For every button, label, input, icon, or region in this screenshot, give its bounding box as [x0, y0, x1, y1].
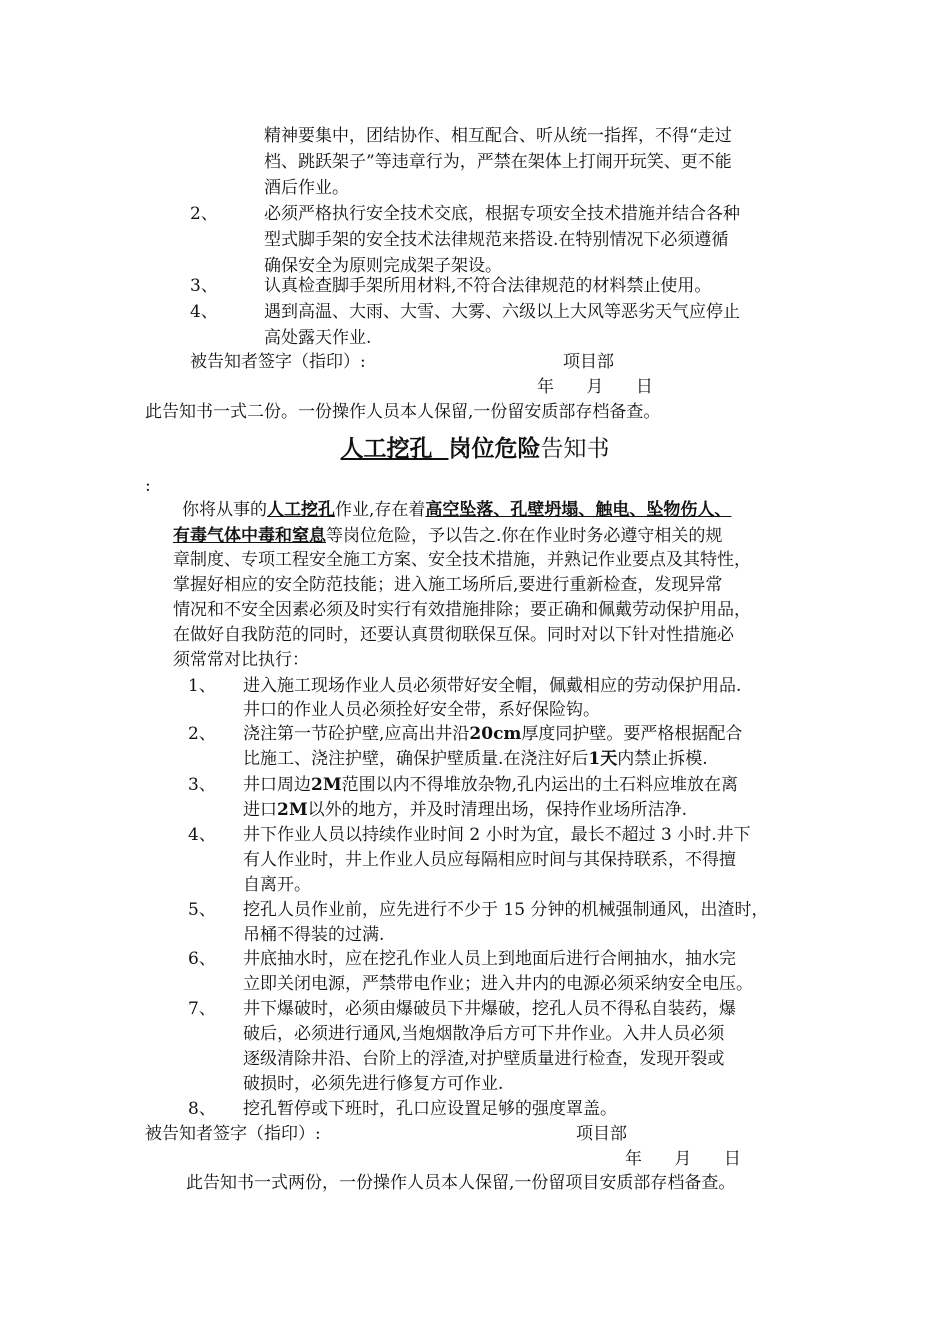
item-emphasis: 2M: [277, 800, 308, 820]
item-number: 8、: [188, 1099, 216, 1119]
item-line: 进入施工现场作业人员必须带好安全帽，佩戴相应的劳动保护用品.: [243, 676, 742, 696]
item-line: 必须严格执行安全技术交底，根据专项安全技术措施并结合各种: [264, 204, 740, 224]
date-line: 年 月 日: [625, 1149, 741, 1169]
item-line: 挖孔人员作业前，应先进行不少于 15 分钟的机械强制通风，出渣时，: [243, 900, 769, 920]
item-line: 井口的作业人员必须拴好安全带，系好保险钩。: [243, 700, 600, 720]
item-number: 1、: [188, 676, 216, 696]
paragraph-line: 精神要集中，团结协作、相互配合、听从统一指挥，不得“走过: [264, 126, 732, 146]
item-text: 范围以内不得堆放杂物,孔内运出的土石料应堆放在离: [341, 775, 739, 795]
item-number: 3、: [190, 276, 218, 296]
item-line: 确保安全为原则完成架子架设。: [264, 256, 502, 276]
intro-line: 情况和不安全因素必须及时实行有效措施排除；要正确和佩戴劳动保护用品，: [173, 600, 751, 620]
item-line: 破损时，必须先进行修复方可作业.: [243, 1074, 504, 1094]
item-text: 比施工、浇注护壁，确保护壁质量.在浇注好后: [243, 749, 589, 769]
copy-note: 此告知书一式二份。一份操作人员本人保留,一份留安质部存档备查。: [145, 402, 661, 422]
intro-line: 章制度、专项工程安全施工方案、安全技术措施，并熟记作业要点及其特性，: [173, 550, 751, 570]
intro-line: 在做好自我防范的同时，还要认真贯彻联保互保。同时对以下针对性措施必: [173, 625, 734, 645]
item-line: 型式脚手架的安全技术法律规范来搭设.在特别情况下必须遵循: [264, 230, 729, 250]
item-line: 挖孔暂停或下班时，孔口应设置足够的强度罩盖。: [243, 1099, 617, 1119]
title-job: 人工挖孔: [340, 435, 449, 462]
paragraph-line: 档、跳跃架子”等违章行为，严禁在架体上打闹开玩笑、更不能: [264, 152, 732, 172]
item-line: 有人作业时，井上作业人员应每隔相应时间与其保持联系，不得擅: [243, 850, 736, 870]
date-line: 年 月 日: [537, 377, 653, 397]
intro-risk: 有毒气体中毒和窒息: [173, 526, 326, 546]
dept-label: 项目部: [576, 1124, 627, 1144]
item-emphasis: 20cm: [469, 724, 522, 744]
intro-text: 等岗位危险，予以告之.你在作业时务必遵守相关的规: [326, 526, 723, 546]
item-line: 井下爆破时，必须由爆破员下井爆破，挖孔人员不得私自装药，爆: [243, 999, 736, 1019]
item-line: [243, 747, 708, 771]
item-text: 以外的地方，并及时清理出场，保持作业场所洁净.: [307, 800, 688, 820]
item-number: 7、: [188, 999, 216, 1019]
signature-label: 被告知者签字（指印）:: [190, 352, 366, 372]
intro-line: 掌握好相应的安全防范技能；进入施工场所后,要进行重新检查，发现异常: [173, 575, 723, 595]
item-line: 遇到高温、大雨、大雪、大雾、六级以上大风等恶劣天气应停止: [264, 302, 740, 322]
paragraph-line: 酒后作业。: [264, 178, 349, 198]
intro-line: [173, 524, 722, 548]
title-risk: 岗位危险: [448, 435, 541, 462]
item-line: 井底抽水时，应在挖孔作业人员上到地面后进行合闸抽水，抽水完: [243, 949, 736, 969]
item-line: 逐级清除井沿、台阶上的浮渣,对护壁质量进行检查，发现开裂或: [243, 1049, 725, 1069]
item-number: 2、: [188, 724, 216, 744]
item-line: 吊桶不得装的过满.: [243, 925, 385, 945]
item-number: 4、: [190, 302, 218, 322]
copy-note: 此告知书一式两份，一份操作人员本人保留,一份留项目安质部存档备查。: [186, 1173, 736, 1193]
intro-text: 作业,存在着: [335, 500, 426, 520]
item-line: 破后，必须进行通风,当炮烟散净后方可下井作业。入井人员必须: [243, 1024, 725, 1044]
item-text: 厚度同护壁。要严格根据配合: [521, 724, 743, 744]
signature-label: 被告知者签字（指印）:: [145, 1124, 321, 1144]
intro-line: 须常常对比执行：: [173, 650, 309, 670]
item-line: 自离开。: [243, 875, 311, 895]
intro-line: [182, 498, 731, 522]
item-number: 5、: [188, 900, 216, 920]
item-line: 立即关闭电源，严禁带电作业；进入井内的电源必须采纳安全电压。: [243, 974, 753, 994]
title-suffix: 告知书: [540, 436, 610, 462]
notice-title: [0, 433, 950, 465]
item-line: 井下作业人员以持续作业时间 2 小时为宜，最长不超过 3 小时.井下: [243, 825, 751, 845]
item-line: [243, 798, 687, 822]
intro-text: 你将从事的: [182, 500, 267, 520]
item-text: 内禁止拆模.: [617, 749, 708, 769]
item-number: 6、: [188, 949, 216, 969]
item-number: 3、: [188, 775, 216, 795]
intro-risk: 高空坠落、孔壁坍塌、触电、坠物伤人、: [425, 500, 732, 520]
item-line: 高处露天作业.: [264, 328, 372, 348]
item-number: 4、: [188, 825, 216, 845]
item-text: 浇注第一节砼护壁,应高出井沿: [243, 724, 470, 744]
item-line: [243, 722, 742, 746]
recipient-colon: :: [145, 476, 151, 496]
intro-job: 人工挖孔: [267, 500, 335, 520]
item-text: 井口周边: [243, 775, 311, 795]
item-line: [243, 773, 738, 797]
item-line: 认真检查脚手架所用材料,不符合法律规范的材料禁止使用。: [264, 276, 712, 296]
item-text: 进口: [243, 800, 277, 820]
dept-label: 项目部: [563, 352, 614, 372]
item-number: 2、: [190, 204, 218, 224]
item-emphasis: 2M: [311, 775, 342, 795]
item-emphasis: 1天: [588, 749, 618, 769]
